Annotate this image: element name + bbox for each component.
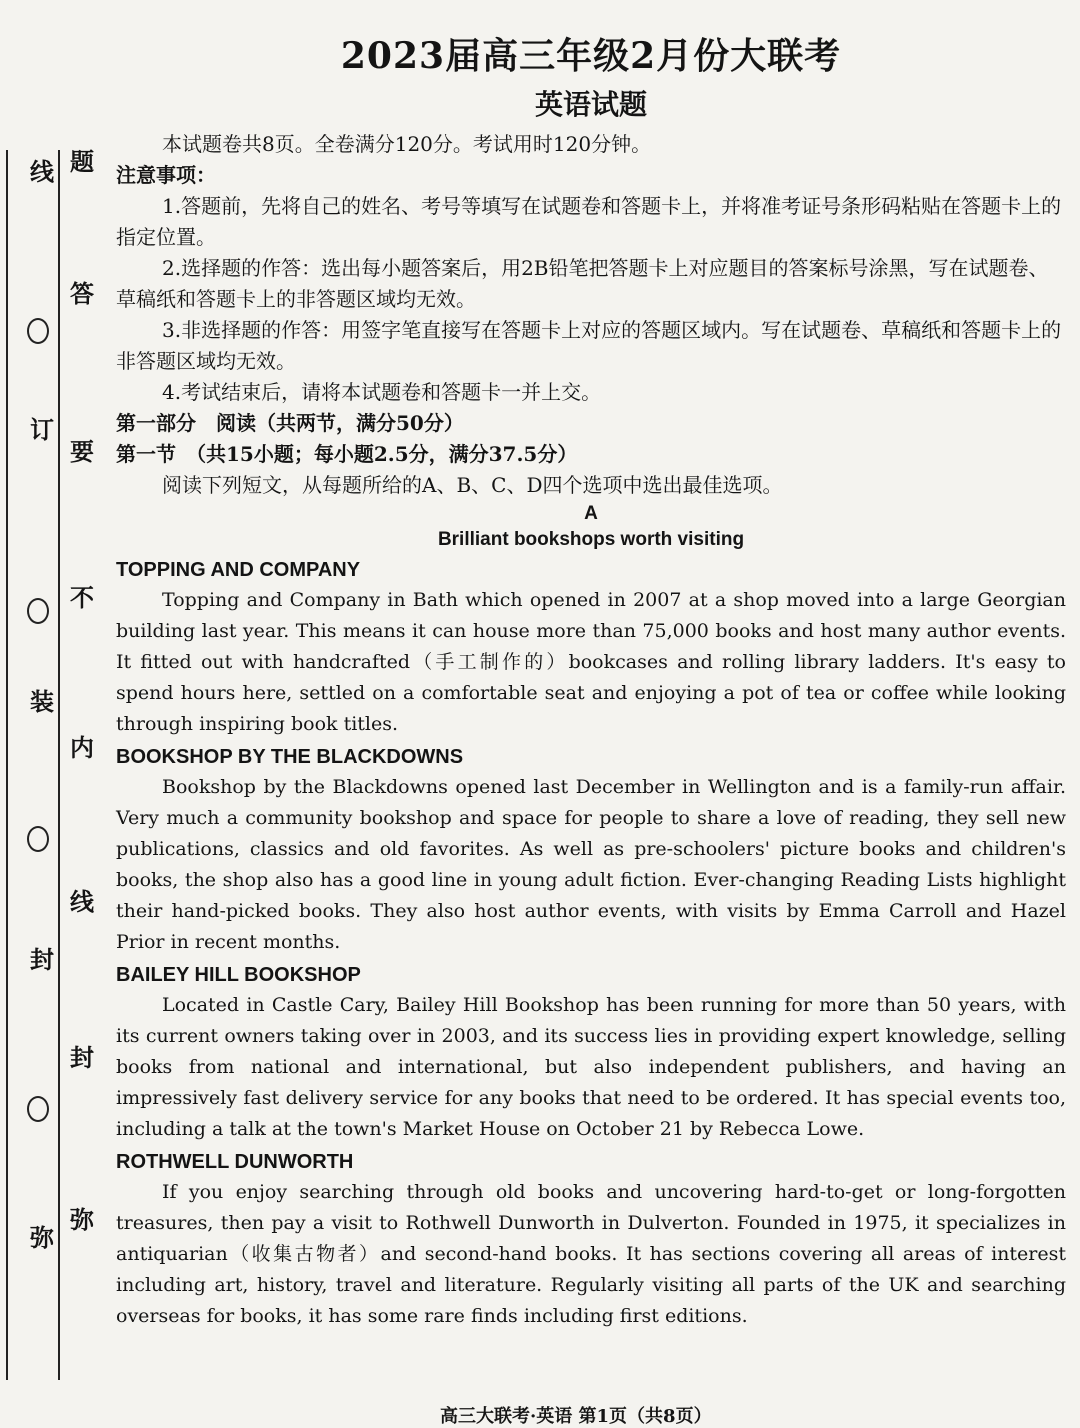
exam-subtitle: 英语试题 xyxy=(534,88,647,121)
passage-letter: A xyxy=(584,503,598,524)
binding-char: 弥 xyxy=(70,1205,94,1234)
exam-title: 2023届高三年级2月份大联考 xyxy=(340,35,842,77)
binding-char: 订 xyxy=(30,415,54,444)
binding-char: 内 xyxy=(70,733,94,762)
note-item: 4.考试结束后，请将本试题卷和答题卡一并上交。 xyxy=(162,380,602,404)
page-footer: 高三大联考·英语 第1页（共8页） xyxy=(440,1406,712,1427)
part-heading: 第一部分 阅读（共两节，满分50分） xyxy=(116,411,464,435)
passage-title: Brilliant bookshops worth visiting xyxy=(437,529,745,550)
binding-margin xyxy=(0,0,110,1428)
shop-heading: ROTHWELL DUNWORTH xyxy=(116,1151,354,1173)
binding-char: 线 xyxy=(70,887,94,916)
binding-char: 弥 xyxy=(30,1223,54,1252)
binding-char: 题 xyxy=(70,147,94,176)
shop-heading: BAILEY HILL BOOKSHOP xyxy=(116,964,361,986)
binding-circle xyxy=(27,598,49,624)
shop-paragraph: Topping and Company in Bath which opened in 2007 at a shop moved into a large Georgian building last year. This means it can house more than 75,000 books and host many author events. It fitted out with handcrafted（手工制作的）bookcases and rolling library ladders. It's easy to spend hours here, settled on a comfortable seat and enjoying a pot of tea or coffee while looking through inspiring book titles. xyxy=(116,589,1066,735)
binding-char: 线 xyxy=(30,157,54,186)
shop-paragraph: Bookshop by the Blackdowns opened last December in Wellington and is a family-run affair. Very much a community bookshop and space for people to share a love of reading, they sell new publications, classics and old favorites. As well as pre-schoolers' picture books and children's books, the shop also has a good line in young adult fiction. Ever-changing Reading Lists highlight their hand-picked books. They also host author events, with visits by Emma Carroll and Hazel Prior in recent months. xyxy=(116,776,1066,953)
notes-heading: 注意事项： xyxy=(116,163,216,187)
subsection-heading: 第一节 （共15小题；每小题2.5分，满分37.5分） xyxy=(116,442,578,466)
shop-heading: TOPPING AND COMPANY xyxy=(116,559,361,581)
binding-char: 答 xyxy=(70,279,94,308)
instruction: 阅读下列短文，从每题所给的A、B、C、D四个选项中选出最佳选项。 xyxy=(162,473,783,497)
binding-char: 要 xyxy=(70,437,94,466)
binding-line-outer xyxy=(6,150,8,1380)
binding-line-inner xyxy=(58,150,60,1380)
binding-char: 不 xyxy=(70,583,94,612)
binding-char: 封 xyxy=(70,1043,94,1072)
binding-char: 装 xyxy=(30,687,54,716)
note-item: 3.非选择题的作答：用签字笔直接写在答题卡上对应的答题区域内。写在试题卷、草稿纸和答题卡上的非答题区域均无效。 xyxy=(116,318,1062,373)
exam-page xyxy=(116,22,1066,1332)
exam-info: 本试题卷共8页。全卷满分120分。考试用时120分钟。 xyxy=(162,132,652,156)
binding-char: 封 xyxy=(30,945,54,974)
shop-heading: BOOKSHOP BY THE BLACKDOWNS xyxy=(116,746,464,768)
binding-circle xyxy=(27,826,49,852)
shop-paragraph: Located in Castle Cary, Bailey Hill Bookshop has been running for more than 50 years, with its current owners taking over in 2003, and its success lies in providing expert knowledge, selling books from national and international, but also independent publishers, and having an impressively fast delivery service for any books that need to be ordered. It has special events too, including a talk at the town's Market House on October 21 by Rebecca Lowe. xyxy=(116,994,1066,1140)
shop-paragraph: If you enjoy searching through old books and uncovering hard-to-get or long-forgotten treasures, then pay a visit to Rothwell Dunworth in Dulverton. Founded in 1975, it specializes in antiquarian（收集古物者）and second-hand books. It has sections covering all areas of interest including art, history, travel and literature. Regularly visiting all parts of the UK and searching overseas for books, it has some rare finds including first editions. xyxy=(116,1181,1066,1327)
binding-circle xyxy=(27,1096,49,1122)
note-item: 2.选择题的作答：选出每小题答案后，用2B铅笔把答题卡上对应题目的答案标号涂黑，写在试题卷、草稿纸和答题卡上的非答题区域均无效。 xyxy=(116,256,1049,311)
note-item: 1.答题前，先将自己的姓名、考号等填写在试题卷和答题卡上，并将准考证号条形码粘贴在答题卡上的指定位置。 xyxy=(116,194,1062,249)
binding-circle xyxy=(27,318,49,344)
